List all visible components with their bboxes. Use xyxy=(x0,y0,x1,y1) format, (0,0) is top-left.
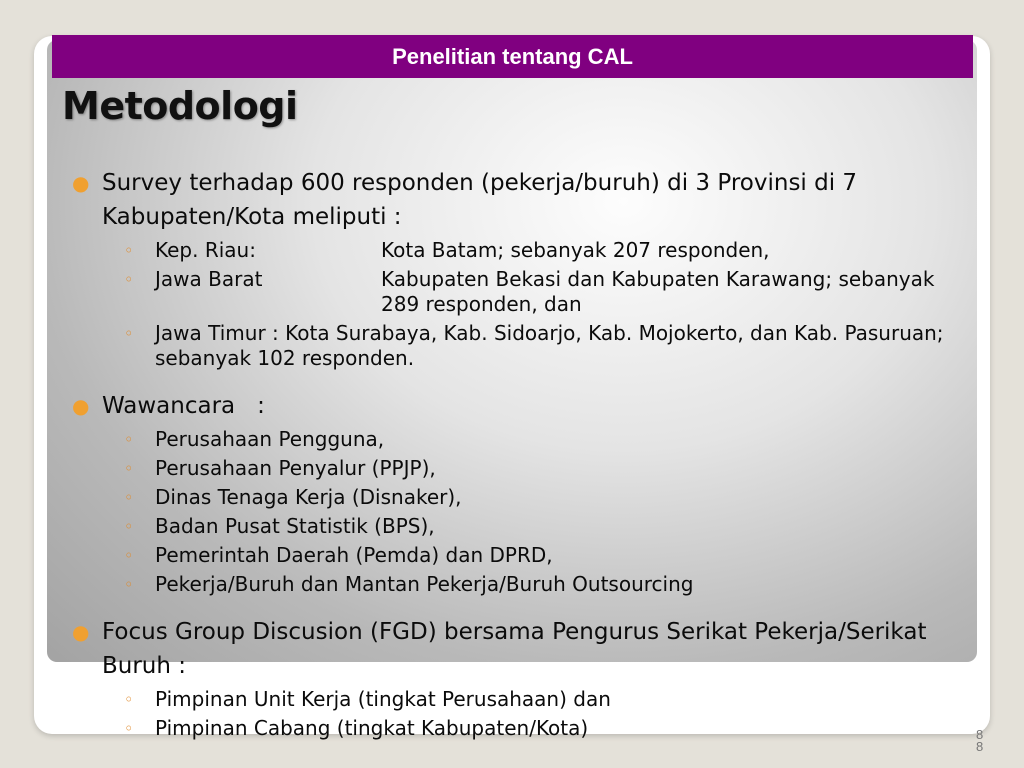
list-item xyxy=(72,485,952,510)
province-label: Kep. Riau: xyxy=(155,238,256,262)
wawancara-text: Wawancara : xyxy=(102,393,265,419)
bullet-circle-icon: ◦ xyxy=(124,719,134,738)
bullet-fgd xyxy=(72,615,952,683)
bullet-circle-icon: ◦ xyxy=(124,690,134,709)
page-number xyxy=(976,729,983,753)
list-item-text: Perusahaan Penyalur (PPJP), xyxy=(155,456,436,480)
list-item-text: Pimpinan Unit Kerja (tingkat Perusahaan) dan xyxy=(155,687,611,711)
survey-text: Survey terhadap 600 responden (pekerja/buruh) di 3 Provinsi di 7 Kabupaten/Kota meliputi : xyxy=(102,170,858,230)
sub-bullet-jabar xyxy=(72,267,952,317)
list-item-text: Badan Pusat Statistik (BPS), xyxy=(155,514,435,538)
list-item-text: Dinas Tenaga Kerja (Disnaker), xyxy=(155,485,462,509)
bullet-dot-icon: ● xyxy=(72,394,90,418)
list-item-text: Perusahaan Pengguna, xyxy=(155,427,385,451)
bullet-wawancara xyxy=(72,389,952,423)
bullet-dot-icon: ● xyxy=(72,620,90,644)
list-item xyxy=(72,514,952,539)
fgd-text: Focus Group Discusion (FGD) bersama Pengurus Serikat Pekerja/Serikat Buruh : xyxy=(102,619,927,679)
page-number-a: 8 xyxy=(976,727,984,742)
bullet-survey xyxy=(72,166,952,234)
list-item xyxy=(72,456,952,481)
list-item-text: Pimpinan Cabang (tingkat Kabupaten/Kota) xyxy=(155,716,589,740)
list-item-text: Pemerintah Daerah (Pemda) dan DPRD, xyxy=(155,543,553,567)
bullet-circle-icon: ◦ xyxy=(124,241,134,260)
list-item xyxy=(72,716,952,741)
sub-bullet-jatim xyxy=(72,321,952,371)
province-value: Kota Batam; sebanyak 207 responden, xyxy=(381,238,770,262)
sub-bullet-riau xyxy=(72,238,952,263)
list-item-text: Pekerja/Buruh dan Mantan Pekerja/Buruh Outsourcing xyxy=(155,572,694,596)
slide-banner: Penelitian tentang CAL xyxy=(52,35,973,78)
bullet-circle-icon: ◦ xyxy=(124,459,134,478)
list-item xyxy=(72,543,952,568)
bullet-circle-icon: ◦ xyxy=(124,546,134,565)
list-item xyxy=(72,427,952,452)
bullet-circle-icon: ◦ xyxy=(124,270,134,289)
bullet-circle-icon: ◦ xyxy=(124,575,134,594)
list-item xyxy=(72,572,952,597)
bullet-dot-icon: ● xyxy=(72,171,90,195)
page-number-b: 8 xyxy=(976,739,984,754)
bullet-circle-icon: ◦ xyxy=(124,430,134,449)
list-item xyxy=(72,687,952,712)
bullet-content xyxy=(72,166,952,741)
bullet-circle-icon: ◦ xyxy=(124,488,134,507)
province-label: Jawa Barat xyxy=(155,267,263,291)
province-value: Kabupaten Bekasi dan Kabupaten Karawang; sebanyak 289 responden, dan xyxy=(381,267,935,316)
bullet-circle-icon: ◦ xyxy=(124,517,134,536)
slide-heading: Metodologi xyxy=(62,84,298,128)
bullet-circle-icon: ◦ xyxy=(124,324,134,343)
jatim-text: Jawa Timur : Kota Surabaya, Kab. Sidoarjo, Kab. Mojokerto, dan Kab. Pasuruan; sebanyak 102 responden. xyxy=(155,321,944,370)
